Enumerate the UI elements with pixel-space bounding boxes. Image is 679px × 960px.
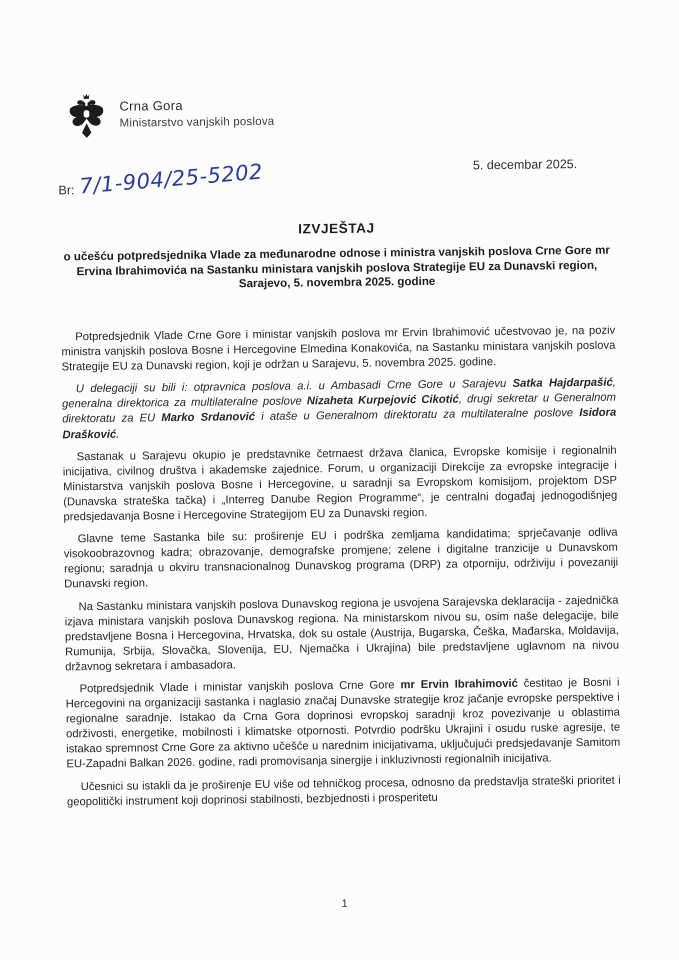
document-subtitle: o učešću potpredsjednika Vlade za međunarodne odnose i ministra vanjskih poslova Crne Gore mr Ervina Ibrahimovića na Sastanku ministara vanjskih poslova Strategije EU za Dunavski region, Sarajevo, 5. novembra 2025. godine — [63, 243, 610, 291]
paragraph — [62, 376, 617, 443]
text-run: Potpredsjednik Vlade i ministar vanjskih poslova Crne Gore — [79, 679, 401, 696]
reference-line — [58, 159, 264, 199]
ref-number-handwritten: 7/1-904/25-5202 — [78, 159, 264, 199]
text-run: Glavne teme Sastanka bile su: proširenje EU i podrška zemljama kandidatima; sprječavanje odliva visokoobrazovnog kadra; obrazovanje, demografske promjene; zelene i digitalne tranzicije u Dunavskom regionu; saradnja u okviru transnacionalnog Dunavskog programa (DRP) za otporniju, održiviju i povezaniji Dunavski region. — [63, 526, 619, 591]
paragraph — [65, 676, 620, 773]
text-run: , drugi sekretar u Generalnom direktoratu za EU — [62, 391, 617, 426]
paragraph — [64, 593, 619, 675]
paragraph — [61, 324, 616, 376]
paragraph — [63, 443, 618, 525]
text-run: . — [116, 428, 120, 441]
text-run: , generalna direktorica za multilateralne poslove — [61, 376, 616, 411]
text-run: mr Ervin Ibrahimović — [400, 677, 518, 692]
text-run: i ataše u Generalnom direktoratu za multilateralne poslove — [254, 407, 580, 424]
text-run: Učesnici su istakli da je proširenje EU više od tehničkog procesa, odnosno da predstavlja strateški prioritet i geopolitički instrument koji doprinosi stabilnosti, bezbjednosti i prosperitetu — [66, 774, 621, 808]
text-run: Na Sastanku ministara vanjskih poslova Dunavskog regiona je usvojena Sarajevska deklaracija - zajednička izjava ministara vanjskih poslova Dunavskog regiona. Na ministarskom nivou su, osim naše delegacije, bile predstavljene Bosna i Hercegovina, Hrvatska, dok su ostale (Austrija, Bugarska, Češka, Mađarska, Moldavija, Rumunija, Srbija, Slovačka, Slovenija, EU, Njemačka i Ukrajina) bile predstavljene uglavnom na nivou državnog sekretara i ambasadora. — [64, 594, 620, 674]
letterhead — [67, 91, 274, 142]
text-run: U delegaciji su bili i: otpravnica poslova a.i. u Ambasadi Crne Gore u Sarajevu — [75, 378, 513, 396]
coat-of-arms-icon — [67, 93, 106, 141]
ref-label: Br: — [58, 183, 75, 198]
org-name: Crna Gora — [119, 97, 183, 114]
text-run: Sastanak u Sarajevu okupio je predstavnike četrnaest država članica, Evropske komisije i regionalnih inicijativa, civilnog društva i akademske zajednice. Forum, u organizaciji Direkcije za evropske integracije i Ministarstva vanjskih poslova Bosne i Hercegovine, u saradnji sa Evropskom komisijom, projektom DSP (Dunavska strateška tačka) i „Interreg Danube Region Programme“, je centralni događaj jednogodišnjeg predsjedavanja Bosne i Hercegovine Strategijom EU za Dunavski region. — [62, 444, 618, 524]
page-number: 1 — [341, 897, 348, 911]
paragraph — [64, 526, 619, 593]
text-run: Isidora Drašković — [62, 407, 617, 441]
document-title: IZVJEŠTAJ — [298, 220, 375, 237]
document-body — [61, 324, 621, 817]
document-date: 5. decembar 2025. — [472, 157, 578, 173]
letterhead-text — [119, 91, 274, 130]
paragraph — [67, 773, 621, 810]
text-run: Satka Hajdarpašić — [512, 376, 613, 391]
text-run: Marko Srdanović — [161, 411, 256, 425]
text-run: Potpredsjednik Vlade Crne Gore i ministar vanjskih poslova mr Ervin Ibrahimović učestvovao je, na poziv ministra vanjskih poslova Bosne i Hercegovine Elmedina Konakovića, na Sastanku ministara vanjskih poslova Strategije EU za Dunavski region, koji je održan u Sarajevu, 5. novembra 2025. godine. — [61, 324, 616, 374]
text-run: čestitao je Bosni i Hercegovini na organizaciji sastanka i naglasio značaj Dunavske strategije kroz jačanje evropske perspektive i regionalne saradnje. Istakao da Crna Gora doprinosi evropskoj saradnji kroz povezivanje u oblastima održivosti, energetike, mobilnosti i klimatske otpornosti. Potvrdio podršku Ukrajini i osudu ruske agresije, te istakao spremnost Crne Gore za aktivno učešće u narednim inicijativama, uključujući predsjedavanje Samitom EU-Zapadni Balkan 2026. godine, radi promovisanja sinergije i inkluzivnosti regionalnih inicijativa. — [65, 676, 621, 771]
org-department: Ministarstvo vanjskih poslova — [119, 115, 275, 130]
text-run: Nizaheta Kurpejović Cikotić — [306, 393, 459, 408]
